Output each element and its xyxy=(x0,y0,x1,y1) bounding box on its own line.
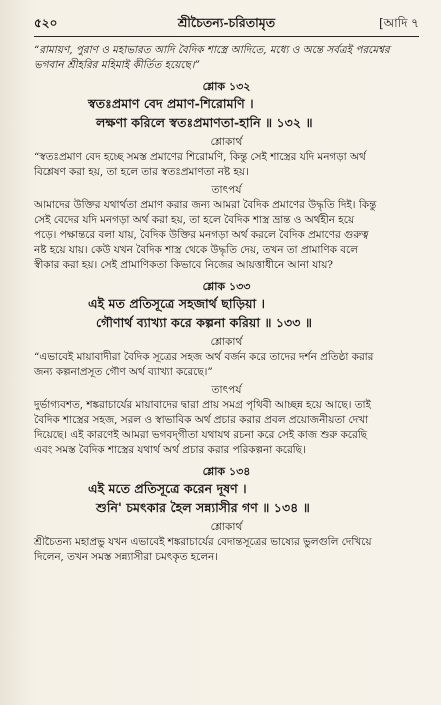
intro-paragraph xyxy=(34,43,419,73)
purport-label: তাৎপর্য xyxy=(211,384,242,396)
page-header xyxy=(34,14,419,37)
text-line: “স্বতঃপ্রমাণ বেদ হচ্ছে সমস্ত প্রমাণের শিরোমণি, কিন্তু সেই শাস্ত্রের যদি মনগড়া অর্থ xyxy=(34,151,366,163)
verse-line: এই মত প্রতিসূত্রে সহজার্থ ছাড়িয়া । xyxy=(88,296,266,311)
text-line: দিলেন, তখন সমস্ত সন্ন্যাসীরা চমৎকৃত হলেন। xyxy=(34,551,218,563)
verse-line: গৌণার্থ ব্যাখ্যা করে কল্পনা করিয়া ॥ ১৩৩ ॥ xyxy=(96,315,312,330)
text-line: বৈদিক শাস্ত্রের সহজ, সরল ও স্বাভাবিক অর্থ প্রচার করার প্রবল প্রয়োজনীয়তা দেখা xyxy=(34,414,369,426)
running-title: শ্রীচৈতন্য-চরিতামৃত xyxy=(177,15,276,30)
translation-label: শ্লোকার্থ xyxy=(210,336,243,348)
verse-line: শুনি' চমৎকার হৈল সন্ন্যাসীর গণ ॥ ১৩৪ ॥ xyxy=(96,500,310,515)
page-number: ৫২০ xyxy=(34,16,58,30)
purport-paragraph xyxy=(34,198,419,273)
text-line: পড়ে। পক্ষান্তরে বলা যায়, বৈদিক উক্তির মনগড়া অর্থ করলে বৈদিক প্রমাণের গুরুত্ব xyxy=(34,229,369,241)
text-line: দুর্ভাগ্যবশত, শঙ্করাচার্যের মায়াবাদের দ্বারা প্রায় সমগ্র পৃথিবী আচ্ছন্ন হয়ে আছে। তাই xyxy=(34,399,371,411)
verse-line: স্বতঃপ্রমাণ বেদ প্রমাণ-শিরোমণি । xyxy=(88,96,254,111)
verse-heading: শ্লোক ১৩২ xyxy=(202,80,251,93)
text-line: “এভাবেই মায়াবাদীরা বৈদিক সূত্রের সহজ অর্থ বর্জন করে তাদের দর্শন প্রতিষ্ঠা করার xyxy=(34,351,374,363)
verse-section-132 xyxy=(34,79,419,273)
text-line: বিশ্লেষণ করা হয়, তা হলে তার স্বতঃপ্রমাণতা নষ্ট হয়। xyxy=(34,166,249,178)
text-line: দিয়েছে। এই কারণেই আমরা ভগবদ্‌গীতা যথাযথ রচনা করে সেই কাজ শুরু করেছি xyxy=(34,429,367,441)
text-line: সেই বেদের যদি মনগড়া অর্থ করা হয়, তা হলে বৈদিক শাস্ত্র ভ্রান্ত ও অর্থহীন হয়ে xyxy=(34,214,355,226)
chapter-reference: [আদি ৭ xyxy=(378,16,419,30)
verse-line: এই মতে প্রতিসূত্রে করেন দূষণ । xyxy=(88,481,247,496)
verse-section-133 xyxy=(34,279,419,458)
verse-section-134 xyxy=(34,464,419,565)
translation-label: শ্লোকার্থ xyxy=(210,521,243,533)
text-line: এবং সমস্ত বৈদিক শাস্ত্রের যথার্থ অর্থ প্রচার করার পরিকল্পনা করেছি। xyxy=(34,444,306,456)
text-line: “রামায়ণ, পুরাণ ও মহাভারত আদি বৈদিক শাস্ত্রে আদিতে, মধ্যে ও অন্তে সর্বত্রই পরমেশ্বর xyxy=(34,44,390,56)
translation-paragraph xyxy=(34,150,419,180)
translation-paragraph xyxy=(34,535,419,565)
verse-heading: শ্লোক ১৩৪ xyxy=(202,465,251,478)
text-line: ভগবান শ্রীহরির মহিমাই কীর্তিত হয়েছে।” xyxy=(34,59,200,71)
text-line: স্বীকার করা হয়। সেই প্রামাণিকতা কিভাবে নিজের আয়ত্তাধীনে আনা যায়? xyxy=(34,259,333,271)
text-line: জন্য কল্পনাপ্রসূত গৌণ অর্থ ব্যাখ্যা করেছে।” xyxy=(34,366,213,378)
verse-line: লক্ষণা করিলে স্বতঃপ্রমাণতা-হানি ॥ ১৩২ ॥ xyxy=(96,115,313,130)
text-line: শ্রীচৈতন্য মহাপ্রভু যখন এভাবেই শঙ্করাচার্যের বেদান্তসূত্রের ভাষ্যের ভুলগুলি দেখিয়ে xyxy=(34,536,372,548)
verse-heading: শ্লোক ১৩৩ xyxy=(202,280,251,293)
translation-paragraph xyxy=(34,350,419,380)
purport-label: তাৎপর্য xyxy=(211,184,242,196)
text-line: নষ্ট হয়ে যায়। কেউ যখন বৈদিক শাস্ত্র থেকে উদ্ধৃতি দেয়, তখন তা প্রামাণিক বলে xyxy=(34,244,358,256)
text-line: আমাদের উক্তির যথার্থতা প্রমাণ করার জন্য আমরা বৈদিক প্রমাণের উদ্ধৃতি দিই। কিন্তু xyxy=(34,199,377,211)
translation-label: শ্লোকার্থ xyxy=(210,136,243,148)
purport-paragraph xyxy=(34,398,419,458)
